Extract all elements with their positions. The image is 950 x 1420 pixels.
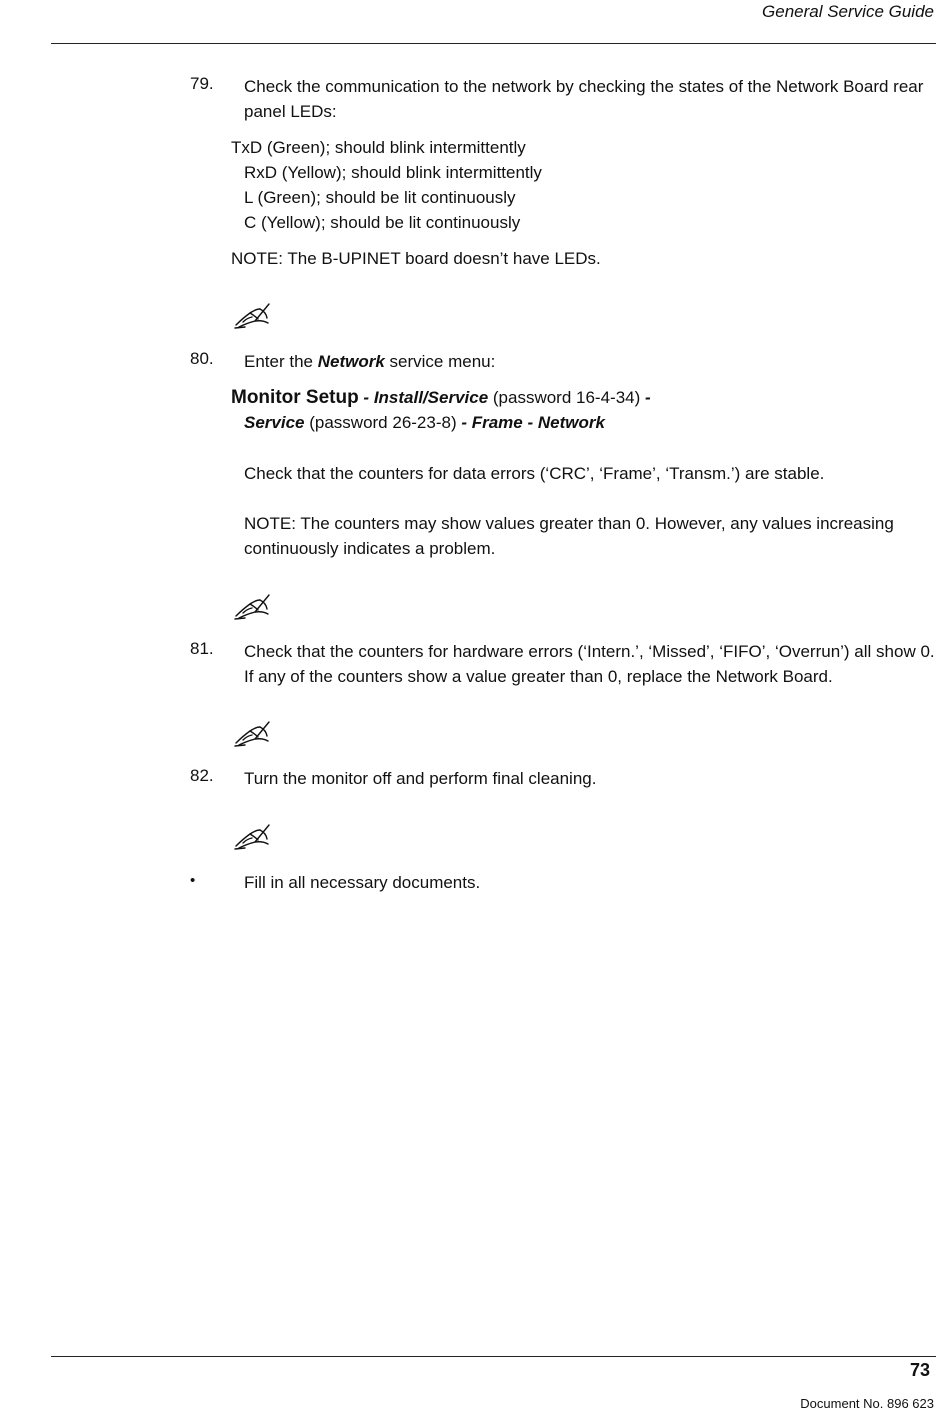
- step-79-text: [244, 74, 923, 124]
- menu-password-2: (password 26-23-8): [304, 413, 462, 432]
- step-80-number: 80.: [190, 349, 214, 368]
- led-item-c: C (Yellow); should be lit continuously: [244, 213, 521, 232]
- step-82-number: 82.: [190, 766, 214, 785]
- writing-hand-icon: [233, 821, 275, 851]
- menu-install-service: Install/Service: [373, 388, 489, 407]
- header-rule: [51, 43, 936, 44]
- writing-hand-icon: [233, 591, 275, 621]
- page-header-title: General Service Guide: [762, 2, 934, 21]
- step-80-note-line-2: continuously indicates a problem.: [244, 539, 496, 558]
- led-item-rxd: RxD (Yellow); should blink intermittently: [244, 163, 542, 182]
- footer-rule: [51, 1356, 936, 1357]
- menu-frame-network: - Frame - Network: [461, 413, 605, 432]
- menu-path: [231, 385, 651, 435]
- final-bullet-text: Fill in all necessary documents.: [244, 873, 481, 892]
- step-80-note: [244, 511, 894, 561]
- menu-separator-2: -: [645, 388, 651, 407]
- step-79-number: 79.: [190, 74, 214, 93]
- document-number: Document No. 896 623: [800, 1396, 934, 1411]
- step-79-line-2: panel LEDs:: [244, 102, 337, 121]
- menu-path-line-2: [231, 410, 651, 435]
- step-81-line-2: If any of the counters show a value greater than 0, replace the Network Board.: [244, 667, 833, 686]
- menu-path-line-1: [231, 385, 651, 410]
- step-80-check: Check that the counters for data errors (‘CRC’, ‘Frame’, ‘Transm.’) are stable.: [244, 464, 825, 483]
- led-item-txd: TxD (Green); should blink intermittently: [231, 138, 526, 157]
- led-item-l: L (Green); should be lit continuously: [244, 188, 516, 207]
- writing-hand-icon: [233, 718, 275, 748]
- network-menu-name: Network: [317, 352, 385, 371]
- bullet-marker: •: [190, 872, 196, 889]
- step-79-line-1: Check the communication to the network by checking the states of the Network Board rear: [244, 77, 924, 96]
- menu-separator-1: -: [358, 388, 374, 407]
- step-79-note: NOTE: The B-UPINET board doesn’t have LEDs.: [231, 249, 601, 268]
- step-81-number: 81.: [190, 639, 214, 658]
- step-80-intro-post: service menu:: [384, 352, 496, 371]
- step-81-text: [244, 639, 935, 689]
- step-81-line-1: Check that the counters for hardware errors (‘Intern.’, ‘Missed’, ‘FIFO’, ‘Overrun’) all show 0.: [244, 642, 935, 661]
- menu-service: Service: [244, 413, 305, 432]
- menu-monitor-setup: Monitor Setup: [231, 387, 359, 408]
- led-list: [231, 135, 542, 235]
- step-82-text: Turn the monitor off and perform final cleaning.: [244, 769, 597, 788]
- writing-hand-icon: [233, 300, 275, 330]
- menu-password-1: (password 16-4-34): [488, 388, 645, 407]
- page-number: 73: [909, 1360, 930, 1380]
- step-80-intro: [244, 349, 495, 374]
- step-80-intro-pre: Enter the: [244, 352, 318, 371]
- step-80-note-line-1: NOTE: The counters may show values greater than 0. However, any values increasing: [244, 514, 894, 533]
